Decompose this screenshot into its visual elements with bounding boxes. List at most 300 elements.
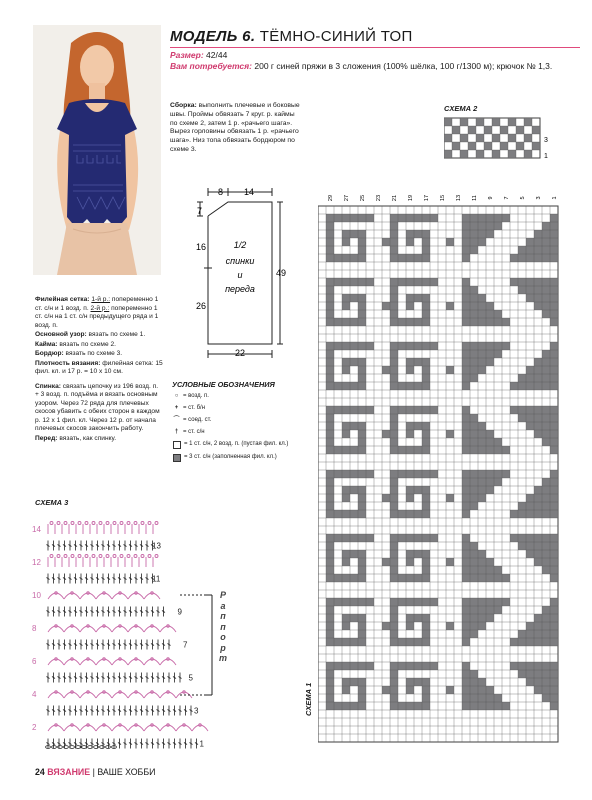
filled-cell (358, 214, 366, 222)
filled-cell (470, 374, 478, 382)
filled-cell (342, 294, 350, 302)
filled-cell (406, 678, 414, 686)
filled-cell (524, 150, 532, 158)
filled-cell (518, 662, 526, 670)
filled-cell (390, 694, 398, 702)
filled-cell (342, 678, 350, 686)
filled-cell (406, 534, 414, 542)
filled-cell (406, 422, 414, 430)
filled-cell (502, 470, 510, 478)
schema3-row-label: 8 (32, 624, 37, 633)
filled-cell (542, 494, 550, 502)
filled-cell (406, 342, 414, 350)
filled-cell (358, 566, 366, 574)
filled-cell (406, 358, 414, 366)
schema2-row-label: 3 (544, 137, 548, 144)
filled-cell (460, 150, 468, 158)
filled-cell (414, 662, 422, 670)
filled-cell (350, 230, 358, 238)
filled-cell (542, 686, 550, 694)
filled-cell (542, 478, 550, 486)
filled-cell (486, 686, 494, 694)
filled-cell (326, 566, 334, 574)
filled-cell (350, 470, 358, 478)
filled-cell (526, 382, 534, 390)
filled-cell (550, 678, 558, 686)
filled-cell (398, 598, 406, 606)
filled-cell (342, 214, 350, 222)
filled-cell (534, 662, 542, 670)
magazine-series: ВАШЕ ХОББИ (97, 767, 156, 777)
spec-main: Основной узор: вязать по схеме 1. (35, 331, 146, 338)
filled-cell (534, 622, 542, 630)
filled-cell (462, 342, 470, 350)
filled-cell (398, 254, 406, 262)
filled-cell (462, 502, 470, 510)
filled-cell (534, 382, 542, 390)
filled-cell (550, 622, 558, 630)
filled-cell (422, 510, 430, 518)
filled-cell (326, 702, 334, 710)
filled-cell (358, 510, 366, 518)
filled-cell (470, 414, 478, 422)
filled-cell (406, 574, 414, 582)
filled-cell (462, 678, 470, 686)
filled-cell (406, 382, 414, 390)
filled-cell (366, 278, 374, 286)
filled-cell (382, 366, 390, 374)
filled-cell (478, 238, 486, 246)
filled-cell (446, 430, 454, 438)
filled-cell (446, 238, 454, 246)
filled-cell (550, 446, 558, 454)
schema3-row (48, 691, 192, 698)
schema3-row-label: 3 (194, 706, 199, 716)
filled-cell (510, 662, 518, 670)
filled-cell (468, 126, 476, 134)
schema2-grid (444, 116, 548, 166)
filled-cell (494, 574, 502, 582)
filled-cell (518, 670, 526, 678)
filled-cell (478, 430, 486, 438)
filled-cell (390, 382, 398, 390)
filled-cell (326, 670, 334, 678)
filled-cell (542, 238, 550, 246)
filled-cell (406, 614, 414, 622)
filled-cell (358, 254, 366, 262)
filled-cell (470, 246, 478, 254)
filled-cell (486, 606, 494, 614)
filled-cell (422, 238, 430, 246)
filled-cell (518, 534, 526, 542)
filled-cell (334, 254, 342, 262)
filled-cell (534, 302, 542, 310)
filled-cell (534, 614, 542, 622)
filled-cell (342, 686, 350, 694)
filled-cell (390, 430, 398, 438)
filled-cell (342, 550, 350, 558)
filled-cell (542, 230, 550, 238)
filled-cell (398, 318, 406, 326)
schema1-col-label: 13 (456, 194, 462, 202)
filled-cell (326, 686, 334, 694)
filled-cell (350, 550, 358, 558)
filled-cell (334, 446, 342, 454)
filled-cell (494, 598, 502, 606)
filled-cell (326, 294, 334, 302)
filled-cell (414, 550, 422, 558)
filled-cell (342, 446, 350, 454)
schema1-col-label: 23 (376, 194, 382, 202)
filled-cell (518, 246, 526, 254)
filled-cell (470, 686, 478, 694)
filled-cell (462, 318, 470, 326)
filled-cell (478, 230, 486, 238)
filled-cell (422, 430, 430, 438)
filled-cell (470, 358, 478, 366)
filled-cell (550, 534, 558, 542)
filled-cell (516, 126, 524, 134)
filled-cell (358, 278, 366, 286)
filled-cell (326, 302, 334, 310)
filled-cell (350, 422, 358, 430)
filled-cell (422, 486, 430, 494)
filled-cell (486, 342, 494, 350)
filled-cell (462, 534, 470, 542)
filled-cell (390, 486, 398, 494)
filled-cell (550, 414, 558, 422)
filled-cell (390, 478, 398, 486)
filled-cell (462, 230, 470, 238)
filled-cell (534, 430, 542, 438)
filled-cell (462, 438, 470, 446)
filled-cell (470, 614, 478, 622)
filled-cell (358, 678, 366, 686)
filled-cell (446, 366, 454, 374)
filled-cell (500, 126, 508, 134)
filled-cell (406, 214, 414, 222)
filled-cell (358, 294, 366, 302)
filled-cell (510, 406, 518, 414)
filled-cell (526, 678, 534, 686)
filled-cell (550, 214, 558, 222)
filled-cell (486, 318, 494, 326)
filled-cell (326, 422, 334, 430)
filled-cell (326, 358, 334, 366)
dim-top-right: 14 (244, 187, 255, 197)
filled-cell (534, 366, 542, 374)
schema3-row-label: 13 (152, 541, 161, 551)
filled-cell (470, 606, 478, 614)
legend (172, 380, 322, 465)
schema1-col-label: 25 (360, 194, 366, 202)
filled-cell (366, 598, 374, 606)
filled-cell (478, 342, 486, 350)
filled-cell (550, 574, 558, 582)
filled-cell (516, 142, 524, 150)
schema1-col-label: 29 (328, 194, 334, 202)
pattern-piece-diagram (190, 180, 300, 360)
filled-cell (358, 318, 366, 326)
filled-cell (462, 382, 470, 390)
filled-cell (526, 366, 534, 374)
filled-cell (326, 438, 334, 446)
filled-cell (510, 382, 518, 390)
filled-cell (510, 254, 518, 262)
filled-cell (462, 350, 470, 358)
schema3-row-label: 4 (32, 690, 37, 699)
magazine-name: ВЯЗАНИЕ (47, 767, 91, 777)
filled-cell (470, 230, 478, 238)
filled-cell (478, 310, 486, 318)
filled-cell (486, 470, 494, 478)
filled-cell (462, 414, 470, 422)
filled-cell (452, 126, 460, 134)
filled-cell (342, 366, 350, 374)
filled-cell (422, 558, 430, 566)
filled-cell (486, 614, 494, 622)
filled-cell (550, 598, 558, 606)
filled-cell (550, 502, 558, 510)
filled-cell (532, 142, 540, 150)
filled-cell (358, 574, 366, 582)
filled-cell (350, 534, 358, 542)
filled-cell (398, 470, 406, 478)
filled-cell (430, 662, 438, 670)
filled-cell (342, 598, 350, 606)
filled-cell (534, 374, 542, 382)
filled-cell (446, 302, 454, 310)
filled-cell (550, 510, 558, 518)
filled-cell (414, 446, 422, 454)
filled-cell (462, 366, 470, 374)
filled-cell (398, 382, 406, 390)
filled-cell (390, 702, 398, 710)
schema3-row-label: 11 (152, 574, 161, 584)
filled-cell (542, 486, 550, 494)
piece-label-3: и (237, 270, 243, 280)
filled-cell (462, 446, 470, 454)
schema1-col-label: 17 (424, 194, 430, 202)
filled-cell (494, 318, 502, 326)
slip-stitch-icon: ⌒ (173, 417, 180, 424)
filled-cell (342, 278, 350, 286)
filled-cell (542, 550, 550, 558)
filled-cell (486, 302, 494, 310)
filled-cell (550, 374, 558, 382)
filled-cell (470, 494, 478, 502)
filled-cell (478, 366, 486, 374)
filled-cell (510, 534, 518, 542)
schema1-col-label: 7 (504, 196, 510, 200)
filled-cell (526, 502, 534, 510)
filled-cell (478, 350, 486, 358)
schema3-row (47, 706, 193, 716)
dim-side-top: 7 (197, 206, 203, 216)
filled-cell (398, 574, 406, 582)
filled-cell (526, 286, 534, 294)
filled-cell (462, 278, 470, 286)
filled-cell (422, 438, 430, 446)
filled-cell (326, 510, 334, 518)
filled-cell (390, 502, 398, 510)
filled-cell (390, 238, 398, 246)
filled-cell (478, 686, 486, 694)
filled-cell (542, 310, 550, 318)
filled-cell (350, 574, 358, 582)
filled-cell (470, 310, 478, 318)
filled-cell (462, 302, 470, 310)
filled-cell (478, 622, 486, 630)
filled-cell (342, 534, 350, 542)
filled-cell (510, 638, 518, 646)
filled-cell (414, 406, 422, 414)
filled-cell (534, 278, 542, 286)
filled-cell (508, 134, 516, 142)
piece-label-4: переда (225, 284, 255, 294)
filled-cell (326, 430, 334, 438)
filled-cell (502, 318, 510, 326)
rapport-label: Р а п п о р т (218, 590, 227, 663)
filled-cell (532, 126, 540, 134)
filled-cell (542, 222, 550, 230)
legend-item: ○ = возд. п. (172, 392, 322, 401)
filled-cell (478, 598, 486, 606)
filled-cell (470, 470, 478, 478)
filled-cell (470, 630, 478, 638)
filled-cell (422, 302, 430, 310)
filled-cell (342, 638, 350, 646)
header-info (170, 50, 585, 72)
filled-cell (430, 470, 438, 478)
filled-cell (350, 678, 358, 686)
filled-cell (326, 222, 334, 230)
filled-cell (502, 702, 510, 710)
filled-cell (422, 534, 430, 542)
filled-cell (470, 286, 478, 294)
filled-cell (358, 630, 366, 638)
filled-cell (334, 534, 342, 542)
filled-cell (350, 382, 358, 390)
filled-cell (494, 310, 502, 318)
schema3-row-label: 12 (32, 558, 41, 567)
filled-cell (326, 366, 334, 374)
filled-cell (534, 670, 542, 678)
filled-cell (422, 318, 430, 326)
filled-cell (478, 574, 486, 582)
filled-cell (462, 470, 470, 478)
filled-cell (422, 278, 430, 286)
filled-cell (542, 278, 550, 286)
piece-label-2: спинки (225, 256, 255, 266)
filled-cell (326, 486, 334, 494)
filled-cell (486, 702, 494, 710)
filled-cell (550, 366, 558, 374)
filled-cell (542, 382, 550, 390)
filled-cell (550, 702, 558, 710)
filled-cell (390, 302, 398, 310)
filled-cell (526, 414, 534, 422)
filled-cell (326, 214, 334, 222)
filled-cell (414, 318, 422, 326)
filled-cell (478, 422, 486, 430)
filled-cell (390, 470, 398, 478)
filled-cell (326, 662, 334, 670)
filled-cell (390, 494, 398, 502)
filled-cell (390, 670, 398, 678)
filled-cell (326, 470, 334, 478)
filled-cell (484, 126, 492, 134)
filled-cell (390, 534, 398, 542)
filled-cell (534, 358, 542, 366)
filled-cell (358, 302, 366, 310)
filled-cell (390, 542, 398, 550)
filled-cell (414, 278, 422, 286)
schema3-row (47, 541, 155, 551)
filled-cell (342, 238, 350, 246)
filled-cell (430, 598, 438, 606)
filled-cell (406, 470, 414, 478)
filled-cell (550, 670, 558, 678)
filled-cell (462, 550, 470, 558)
filled-cell (326, 238, 334, 246)
filled-cell (390, 374, 398, 382)
filled-cell (486, 598, 494, 606)
schema1-col-label: 3 (536, 196, 542, 200)
filled-cell (502, 342, 510, 350)
filled-cell (390, 566, 398, 574)
filled-cell (486, 214, 494, 222)
filled-cell (350, 598, 358, 606)
filled-cell (326, 550, 334, 558)
filled-cell (390, 606, 398, 614)
filled-cell (422, 502, 430, 510)
filled-cell (470, 366, 478, 374)
filled-cell (390, 286, 398, 294)
filled-cell (518, 278, 526, 286)
filled-cell (518, 414, 526, 422)
filled-cell (542, 614, 550, 622)
filled-cell (534, 494, 542, 502)
filled-cell (462, 254, 470, 262)
filled-cell (542, 566, 550, 574)
filled-cell (550, 566, 558, 574)
filled-cell (406, 550, 414, 558)
filled-cell (390, 366, 398, 374)
filled-cell (406, 430, 414, 438)
schema3-row (48, 522, 158, 535)
schema3-row (48, 555, 158, 568)
filled-cell (542, 294, 550, 302)
filled-cell (542, 694, 550, 702)
filled-cell-icon (173, 454, 181, 462)
filled-cell (476, 150, 484, 158)
filled-cell (550, 350, 558, 358)
filled-cell (390, 558, 398, 566)
chain-stitch-icon: ○ (174, 393, 179, 399)
filled-cell (526, 246, 534, 254)
filled-cell (382, 430, 390, 438)
filled-cell (550, 542, 558, 550)
filled-cell (470, 622, 478, 630)
filled-cell (526, 494, 534, 502)
schema3-row (47, 640, 171, 650)
filled-cell (526, 638, 534, 646)
filled-cell (470, 238, 478, 246)
filled-cell (550, 222, 558, 230)
filled-cell (476, 134, 484, 142)
filled-cell (460, 134, 468, 142)
